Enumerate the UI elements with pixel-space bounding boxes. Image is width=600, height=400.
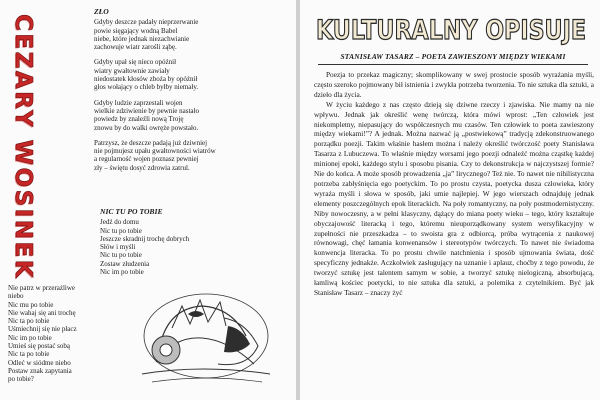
poem-line: a regularność wojen poznasz pewniej: [94, 155, 199, 164]
poem-line: Nic tu po tobie: [100, 251, 142, 260]
poem-line: Nic ta po tobie: [8, 317, 50, 326]
poem-zlo: [94, 8, 290, 179]
poem-line: Nic mu po tobie: [8, 300, 54, 309]
poem-line: głos wołający o chleb byłby niemały.: [94, 83, 199, 92]
author-vertical-title: [6, 8, 66, 281]
poem-line: Uśmiechnij się nie płacz: [8, 325, 77, 334]
poem-line: Nic im po tobie: [100, 268, 144, 277]
stanza: [94, 99, 290, 132]
poem-line: powiedz by znaleźli nową Troję: [94, 115, 184, 124]
poem-line: Jeszcze skradnij trochę dobrych: [100, 234, 190, 243]
headline-banner: [310, 6, 592, 48]
poem-line: Postaw znak zapytania: [8, 366, 72, 375]
poem-line: Nie patrz w przerażliwe: [8, 284, 76, 292]
poem-line: Zostaw złudzenia: [100, 259, 150, 268]
poem-line: niebe, które jednak niezachwianie: [94, 34, 190, 43]
poem-line: niedostatek kłosów zboża by opóźnił: [94, 75, 198, 84]
poem-line: Umieś się postać sobą: [8, 342, 71, 351]
poem-line: Nic tu po tobie: [100, 226, 142, 235]
article-paragraph: Poezja to przekaz magiczny; skomplikowany w swej prostocie sposób wyrażania myśli, często szeroko pojmowany bił istnienia i zwykła potrzeba tworzenia. To nie sztuka dla sztuki, a dzieło dla życia.: [314, 70, 594, 99]
article-paragraph: W życiu każdego z nas często dzieją się dziwne rzeczy i zjawiska. Nie mamy na nie wpływu. Jednak jak określić wenę twórczą, która mówi wprost: „Ten człowiek jest niekompletny, niepasujący do współczesnych mu czasów. Ten człowiek to poeta zawieszony między wiekami!”? A jednak. Można nazwać ją „postwiekową” tradycją zdekonstruowanego porządku poezji. Takim właśnie hasłem można i należy określić twórczość poety Stanisława Tasarza z Lubuczewa. To właśnie między wersami jego poezji odnaleźć można cząstkę każdej minionej epoki, każdego stylu i sposobu pisania. Czy to dekonstrukcja w najczystszej formie? Nie do końca. A może sposób prowadzenia „ja” lirycznego? Też nie. To nawet nie nihilistyczna potrzeba zabłyśnięcia ego poetyckim. To po prostu czysta, poetycka dusza człowieka, który wyraża myśli i słowa w sposób, jaki umie najlepiej. W jego wierszach odnajduję jednak elementy poszczególnych epok literackich. Na poły romantyczny, na poły postmodernistyczny. Niby nowoczesny, a w pełni klasyczny, dążący do miana poety wieku – tego, który kształtuje obyczajowość literacką i tego, któremu nieuporządkowany system wersyfikacyjny w zupełności nie przeszkadza – to swoista gra z odbiorcą, próba wytrącenia z naukowej równowagi, chęć łamania konwenansów i stereotypów twórczych. To nawet nie świadoma konwencja literacka. To po prostu chwile natchnienia i sposób ujmowania świata, dość specyficzny jednakże. Aczkolwiek zasługujący na uznanie i aplauz, choćby z tego powodu, że tworzyć sztukę jest talentem samym w sobie, a tworzyć sztukę nielogiczną, absorbującą, łamliwą kościec poetycki, to nie sztuka dla sztuki, a polemika z czytelnikiem. Być jak Stanisław Tasarz – znaczy żyć: [314, 99, 594, 297]
poem-line: wiatry gwałtownie zawiały: [94, 66, 170, 75]
poem-title: NIC TU PO TOBIE: [100, 207, 163, 216]
poem-line: powie sięgający wodną Babel: [94, 26, 178, 35]
poem-line: Jedź do domu: [100, 218, 139, 227]
poem-line: wielkie zdziwienie by pewnie nastało: [94, 106, 199, 115]
poem-line: Gdyby upał się nieco opóźnił: [94, 58, 177, 67]
poem-line: Nie wahaj się ani trochę: [8, 308, 76, 317]
author-name: CEZARY WOSINEK: [10, 14, 36, 281]
poem-line: Patrzysz, że deszcze padają już dziwniej: [94, 138, 208, 147]
stanza: [94, 18, 290, 51]
article-body: [314, 70, 594, 298]
poem-title: ZŁO: [94, 7, 109, 16]
article-subtitle: STANISŁAW TASARZ – POETA ZAWIESZONY MIĘDZY WIEKAMI: [340, 52, 566, 61]
poem-stanzas: [94, 18, 290, 172]
stanza: [94, 58, 290, 91]
poem-line: po tobie?: [8, 375, 34, 384]
subtitle-divider: [318, 64, 588, 65]
poem-line: niebo: [8, 292, 24, 301]
poem-line: Odleć w siódme niebo: [8, 358, 71, 367]
poem-line: zachowuje wiatr zarośli ząbę.: [94, 43, 177, 52]
stanza: [94, 139, 290, 172]
poem-nic-tu-po-tobie: [100, 208, 280, 276]
poem-line: Nic im po tobie: [8, 333, 52, 342]
sketch-face-drawing-icon: [132, 278, 280, 390]
left-page: [0, 0, 296, 400]
poem-line: znowu by do walki owręże powstało.: [94, 123, 199, 132]
poem-line: Gdyby ludzie zaprzestali wojen: [94, 98, 183, 107]
poem-line: Nic ta po tobie: [8, 350, 50, 359]
right-page: [300, 0, 600, 400]
poem-line: nie pojmujesz upału gwałtowności wiatrów: [94, 147, 216, 156]
headline-text: KULTURALNY OPISUJE: [316, 15, 586, 46]
poem-line: Gdyby deszcze padały nieprzerwanie: [94, 18, 199, 27]
poem-line: zły – świętu dosyć zdrowia zatrul.: [94, 163, 190, 172]
poem-nic-tu-po-tobie-continued: [8, 284, 128, 384]
poem-line: Słów i myśli: [100, 243, 136, 252]
